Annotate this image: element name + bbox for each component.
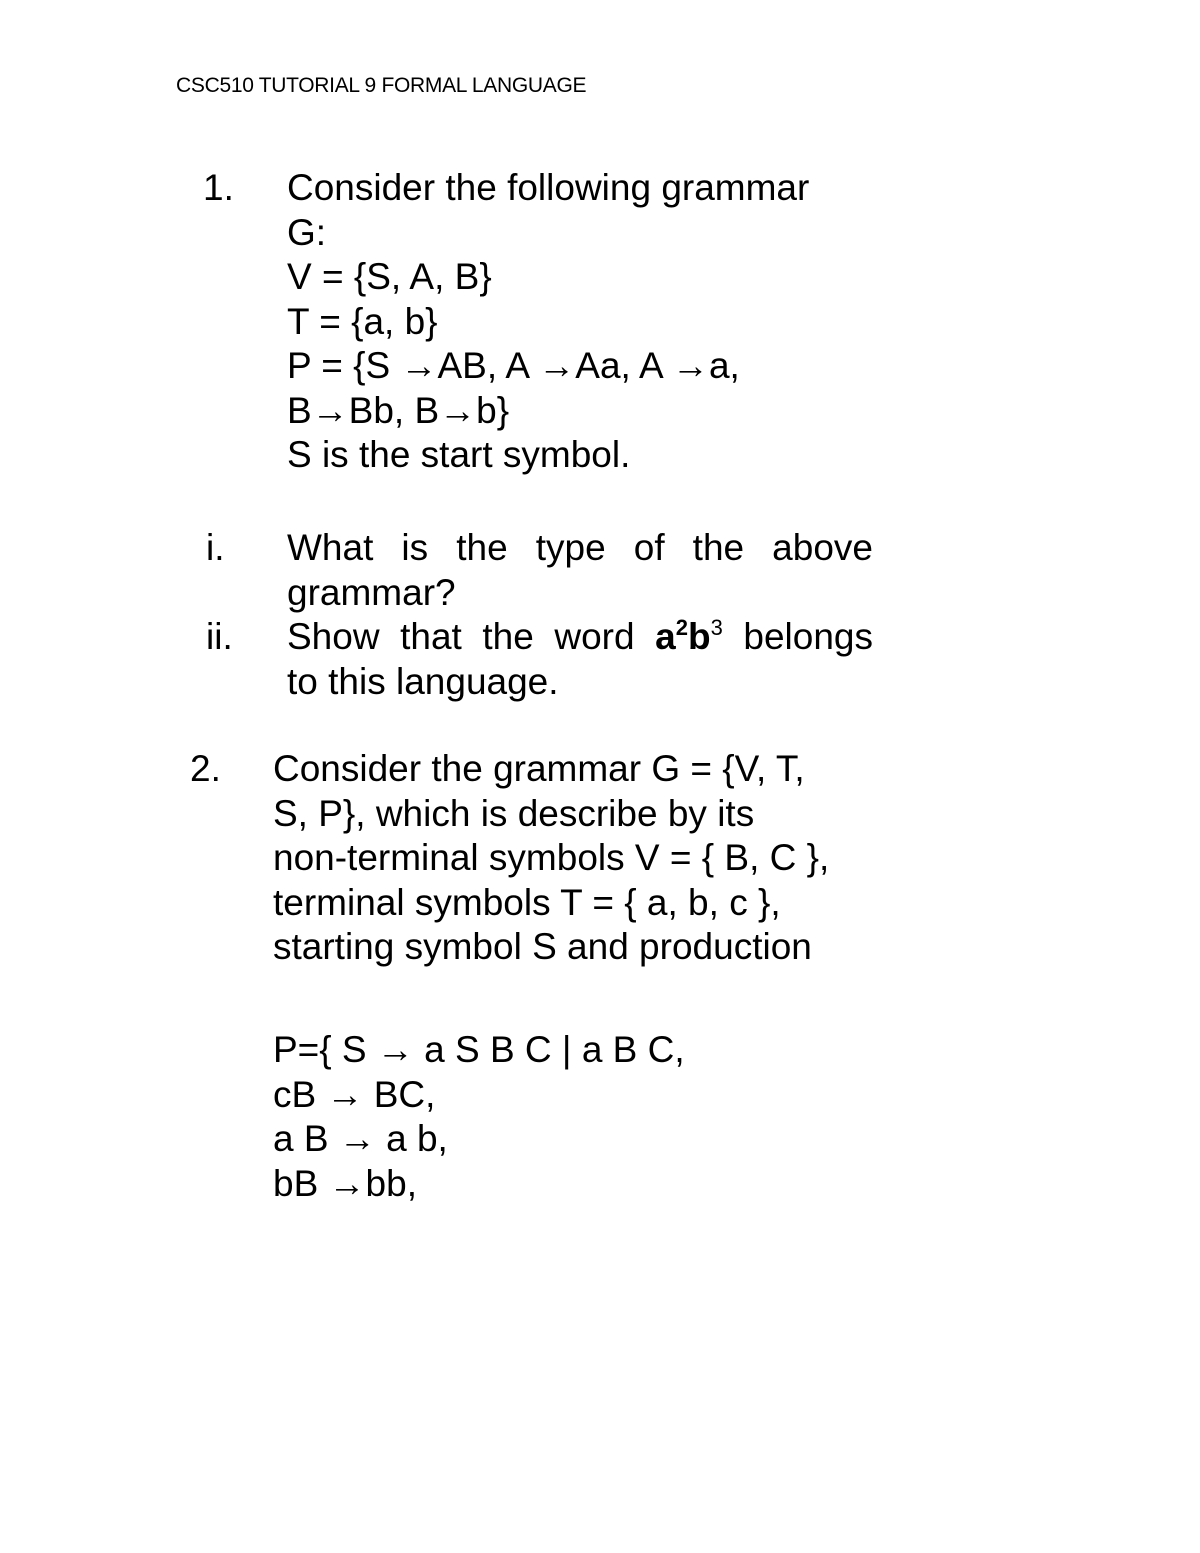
sub-question-ii-suffix: belongs — [722, 616, 873, 657]
sub-question-ii-line — [287, 615, 873, 660]
sub-question-i-line: grammar? — [287, 571, 456, 613]
sub-question-ii-marker: ii. — [206, 616, 233, 657]
sub-question-ii-text — [287, 615, 873, 704]
question-1-line: V = {S, A, B} — [287, 256, 492, 297]
question-1-text — [287, 166, 809, 478]
sub-question-i-line: What is the type of the above — [287, 527, 873, 568]
question-2-number: 2. — [190, 748, 221, 789]
question-2-text — [273, 747, 829, 970]
production-line: P={ S → a S B C | a B C, — [273, 1029, 685, 1070]
page-header: CSC510 TUTORIAL 9 FORMAL LANGUAGE — [176, 74, 587, 97]
question-1-line: T = {a, b} — [287, 300, 438, 342]
question-2-line: starting symbol S and production — [273, 926, 812, 967]
sub-question-ii-line: to this language. — [287, 660, 559, 702]
question-2-line: non-terminal symbols V = { B, C }, — [273, 837, 830, 878]
word-b-base: b — [687, 616, 711, 657]
production-line: a B → a b, — [273, 1118, 448, 1159]
question-2-line: Consider the grammar G = {V, T, — [273, 748, 805, 789]
word-a-exponent: 2 — [675, 615, 688, 640]
sub-question-i-text — [287, 526, 873, 615]
word-a-base: a — [655, 616, 676, 657]
question-2-line: S, P}, which is describe by its — [273, 792, 755, 834]
question-1-line: B→Bb, B→b} — [287, 389, 510, 431]
production-line: cB → BC, — [273, 1073, 436, 1115]
word-b-exponent: 3 — [710, 615, 723, 640]
word-a — [655, 616, 710, 657]
sub-question-ii-prefix: Show that the word — [287, 616, 656, 657]
question-1-line: S is the start symbol. — [287, 434, 631, 475]
question-1-line: Consider the following grammar — [287, 167, 810, 208]
question-1-number: 1. — [203, 167, 234, 208]
question-1-line: P = {S →AB, A →Aa, A →a, — [287, 345, 740, 386]
question-1-line: G: — [287, 211, 327, 253]
sub-question-i-marker: i. — [206, 527, 225, 568]
question-2-line: terminal symbols T = { a, b, c }, — [273, 881, 781, 923]
production-line: bB →bb, — [273, 1162, 417, 1204]
question-2-productions — [273, 1028, 685, 1206]
